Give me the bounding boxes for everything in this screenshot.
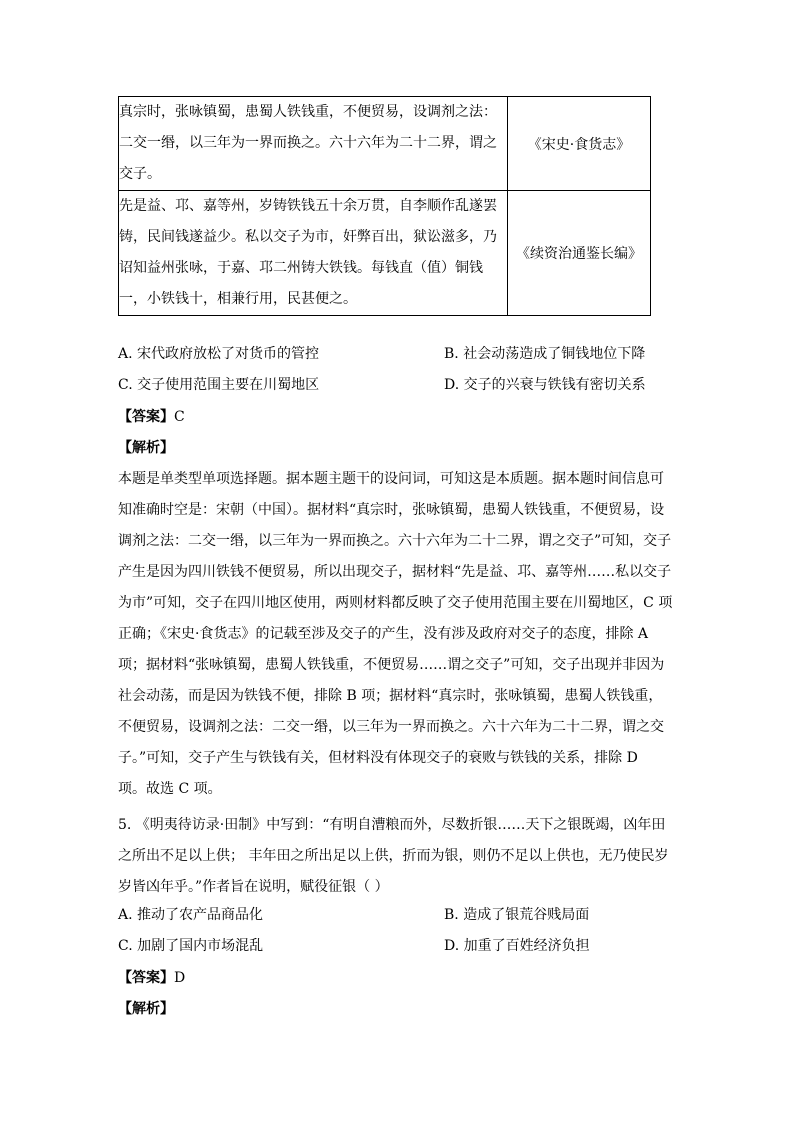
analysis-line: 为市”可知，交子在四川地区使用，两则材料都反映了交子使用范围主要在川蜀地区，C 项: [118, 595, 673, 611]
analysis-line: 社会动荡，而是因为铁钱不便，排除 B 项；据材料“真宗时，张咏镇蜀，患蜀人铁钱重，: [118, 688, 663, 704]
source-text: 先是益、邛、嘉等州，岁铸铁钱五十余万贯，自李顺作乱遂罢铸，民间钱遂益少。私以交子为市，奸弊百出，狱讼滋多，乃诏知益州张咏，于嘉、邛二州铸大铁钱。每钱直（值）铜钱一，小铁钱十，相兼行用，民甚便之。: [119, 191, 508, 316]
q4-answer: [118, 407, 185, 427]
q5-stem-line: 5. 《明夷待访录·田制》中写到：“有明自漕粮而外，尽数折银……天下之银既竭，凶年田: [118, 817, 666, 833]
q5-option-a: A. 推动了农产品商品化: [118, 907, 264, 923]
source-citation: 《宋史·食货志》: [508, 97, 651, 191]
source-citation: 《续资治通鉴长编》: [508, 191, 651, 316]
answer-label: 【答案】: [118, 970, 174, 986]
answer-value: C: [174, 409, 185, 425]
analysis-line: 本题是单类型单项选择题。据本题主题干的设问词，可知这是本质题。据本题时间信息可: [118, 471, 664, 487]
source-table: [118, 96, 651, 316]
analysis-line: 知准确时空是：宋朝（中国）。据材料“真宗时，张咏镇蜀，患蜀人铁钱重，不便贸易，设: [118, 502, 665, 518]
q4-option-c: C. 交子使用范围主要在川蜀地区: [118, 377, 320, 393]
analysis-line: 子。”可知，交子产生与铁钱有关，但材料没有体现交子的衰败与铁钱的关系，排除 D: [118, 750, 638, 766]
q5-answer: [118, 968, 185, 988]
q5-analysis-label: 【解析】: [118, 1001, 174, 1017]
analysis-line: 产生是因为四川铁钱不便贸易，所以出现交子，据材料“先是益、邛、嘉等州……私以交子: [118, 564, 672, 580]
analysis-line: 项；据材料“张咏镇蜀，患蜀人铁钱重，不便贸易……谓之交子”可知，交子出现并非因为: [118, 657, 665, 673]
q5-option-b: B. 造成了银荒谷贱局面: [444, 907, 590, 923]
answer-value: D: [174, 970, 186, 986]
analysis-line: 调剂之法：二交一缗，以三年为一界而换之。六十六年为二十二界，谓之交子”可知，交子: [118, 533, 672, 549]
table-row: [119, 97, 651, 191]
table-row: [119, 191, 651, 316]
q5-option-d: D. 加重了百姓经济负担: [444, 938, 590, 954]
q5-stem-line: 岁皆凶年乎。”作者旨在说明，赋役征银（ ）: [118, 879, 389, 895]
analysis-line: 正确；《宋史·食货志》的记载至涉及交子的产生，没有涉及政府对交子的态度，排除 A: [118, 626, 649, 642]
q4-option-b: B. 社会动荡造成了铜钱地位下降: [444, 346, 646, 362]
q4-option-d: D. 交子的兴衰与铁钱有密切关系: [444, 377, 646, 393]
q4-analysis-label: 【解析】: [118, 440, 174, 456]
analysis-line: 项。故选 C 项。: [118, 781, 222, 797]
q5-stem-line: 之所出不足以上供； 丰年田之所出足以上供，折而为银，则仍不足以上供也，无乃使民岁: [118, 848, 669, 864]
answer-label: 【答案】: [118, 409, 174, 425]
q4-option-a: A. 宋代政府放松了对货币的管控: [118, 346, 320, 362]
q5-option-c: C. 加剧了国内市场混乱: [118, 938, 264, 954]
analysis-line: 不便贸易，设调剂之法：二交一缗，以三年为一界而换之。六十六年为二十二界，谓之交: [118, 719, 664, 735]
source-text: 真宗时，张咏镇蜀，患蜀人铁钱重，不便贸易，设调剂之法：二交一缗，以三年为一界而换之。六十六年为二十二界，谓之交子。: [119, 97, 508, 191]
